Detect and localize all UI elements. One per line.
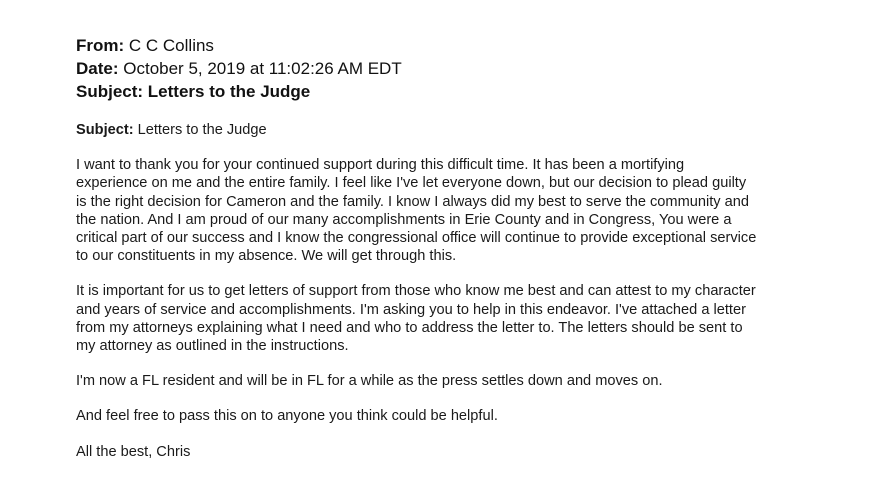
subject-label: Subject: [76, 82, 144, 101]
date-label: Date: [76, 59, 119, 78]
paragraph-line: from my attorneys explaining what I need and who to address the letter to. The letters should be sent to [76, 319, 743, 336]
body-subject-value: Letters to the Judge [137, 122, 267, 138]
from-label: From: [76, 36, 125, 55]
paragraph-2 [76, 282, 836, 355]
paragraph-line: and years of service and accomplishments. I'm asking you to help in this endeavor. I've attached a letter [76, 301, 746, 318]
paragraph-line: is the right decision for Cameron and the family. I know I always did my best to serve the community and [76, 193, 749, 210]
from-value: C C Collins [128, 36, 214, 55]
date-value: October 5, 2019 at 11:02:26 AM EDT [123, 59, 402, 78]
signoff: All the best, Chris [76, 443, 191, 460]
email-body [76, 121, 836, 478]
paragraph-line: to our constituents in my absence. We will get through this. [76, 248, 457, 265]
paragraph-line: I want to thank you for your continued support during this difficult time. It has been a mortifying [76, 157, 685, 174]
paragraph-4: And feel free to pass this on to anyone you think could be helpful. [76, 408, 498, 425]
paragraph-3: I'm now a FL resident and will be in FL for a while as the press settles down and moves on. [76, 373, 663, 390]
paragraph-line: critical part of our success and I know the congressional office will continue to provide exceptional service [76, 230, 757, 247]
paragraph-line: my attorney as outlined in the instructions. [76, 338, 349, 355]
body-subject-line [76, 121, 836, 139]
email-header [76, 34, 402, 103]
from-line [76, 34, 402, 57]
date-line [76, 57, 402, 80]
paragraph-line: It is important for us to get letters of support from those who know me best and can attest to my character [76, 283, 756, 300]
paragraph-1 [76, 156, 836, 265]
subject-line [76, 80, 402, 103]
paragraph-line: experience on me and the entire family. I feel like I've let everyone down, but our decision to plead guilty [76, 175, 747, 192]
paragraph-line: the nation. And I am proud of our many accomplishments in Erie County and in Congress, You were a [76, 211, 732, 228]
subject-value: Letters to the Judge [147, 82, 311, 101]
body-subject-label: Subject: [76, 122, 134, 138]
